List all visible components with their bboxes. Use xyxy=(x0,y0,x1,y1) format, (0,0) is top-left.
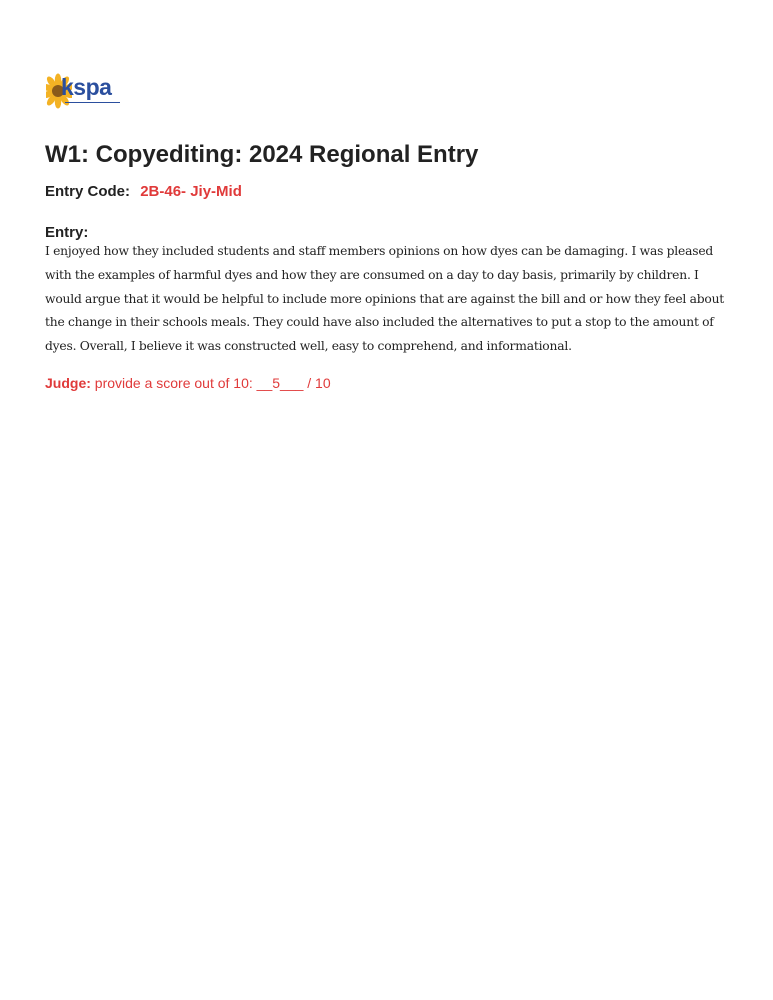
judge-out-of: / 10 xyxy=(307,375,331,391)
judge-label: Judge: xyxy=(45,375,91,391)
kspa-logo xyxy=(46,72,126,110)
entry-code xyxy=(45,183,242,200)
logo-wordmark: kspa xyxy=(61,74,112,100)
entry-text: I enjoyed how they included students and staff members opinions on how dyes can be damaging. I was pleased with the examples of harmful dyes and how they are consumed on a day to day basis, primarily by children. I would argue that it would be helpful to include more opinions that are against the bill and or how they feel about the change in their schools meals. They could have also included the alternatives to put a stop to the amount of dyes. Overall, I believe it was constructed well, easy to comprehend, and informational. xyxy=(45,244,725,354)
entry-code-label: Entry Code: xyxy=(45,183,131,200)
entry-code-value: 2B-46- Jiy-Mid xyxy=(140,183,242,200)
judge-prompt: provide a score out of 10: xyxy=(94,375,253,391)
logo-tagline-line xyxy=(65,101,120,104)
judge-score: __5___ xyxy=(256,375,304,391)
judge-score-line xyxy=(45,375,331,391)
page-title: W1: Copyediting: 2024 Regional Entry xyxy=(45,141,479,168)
entry-label: Entry: xyxy=(45,224,89,241)
